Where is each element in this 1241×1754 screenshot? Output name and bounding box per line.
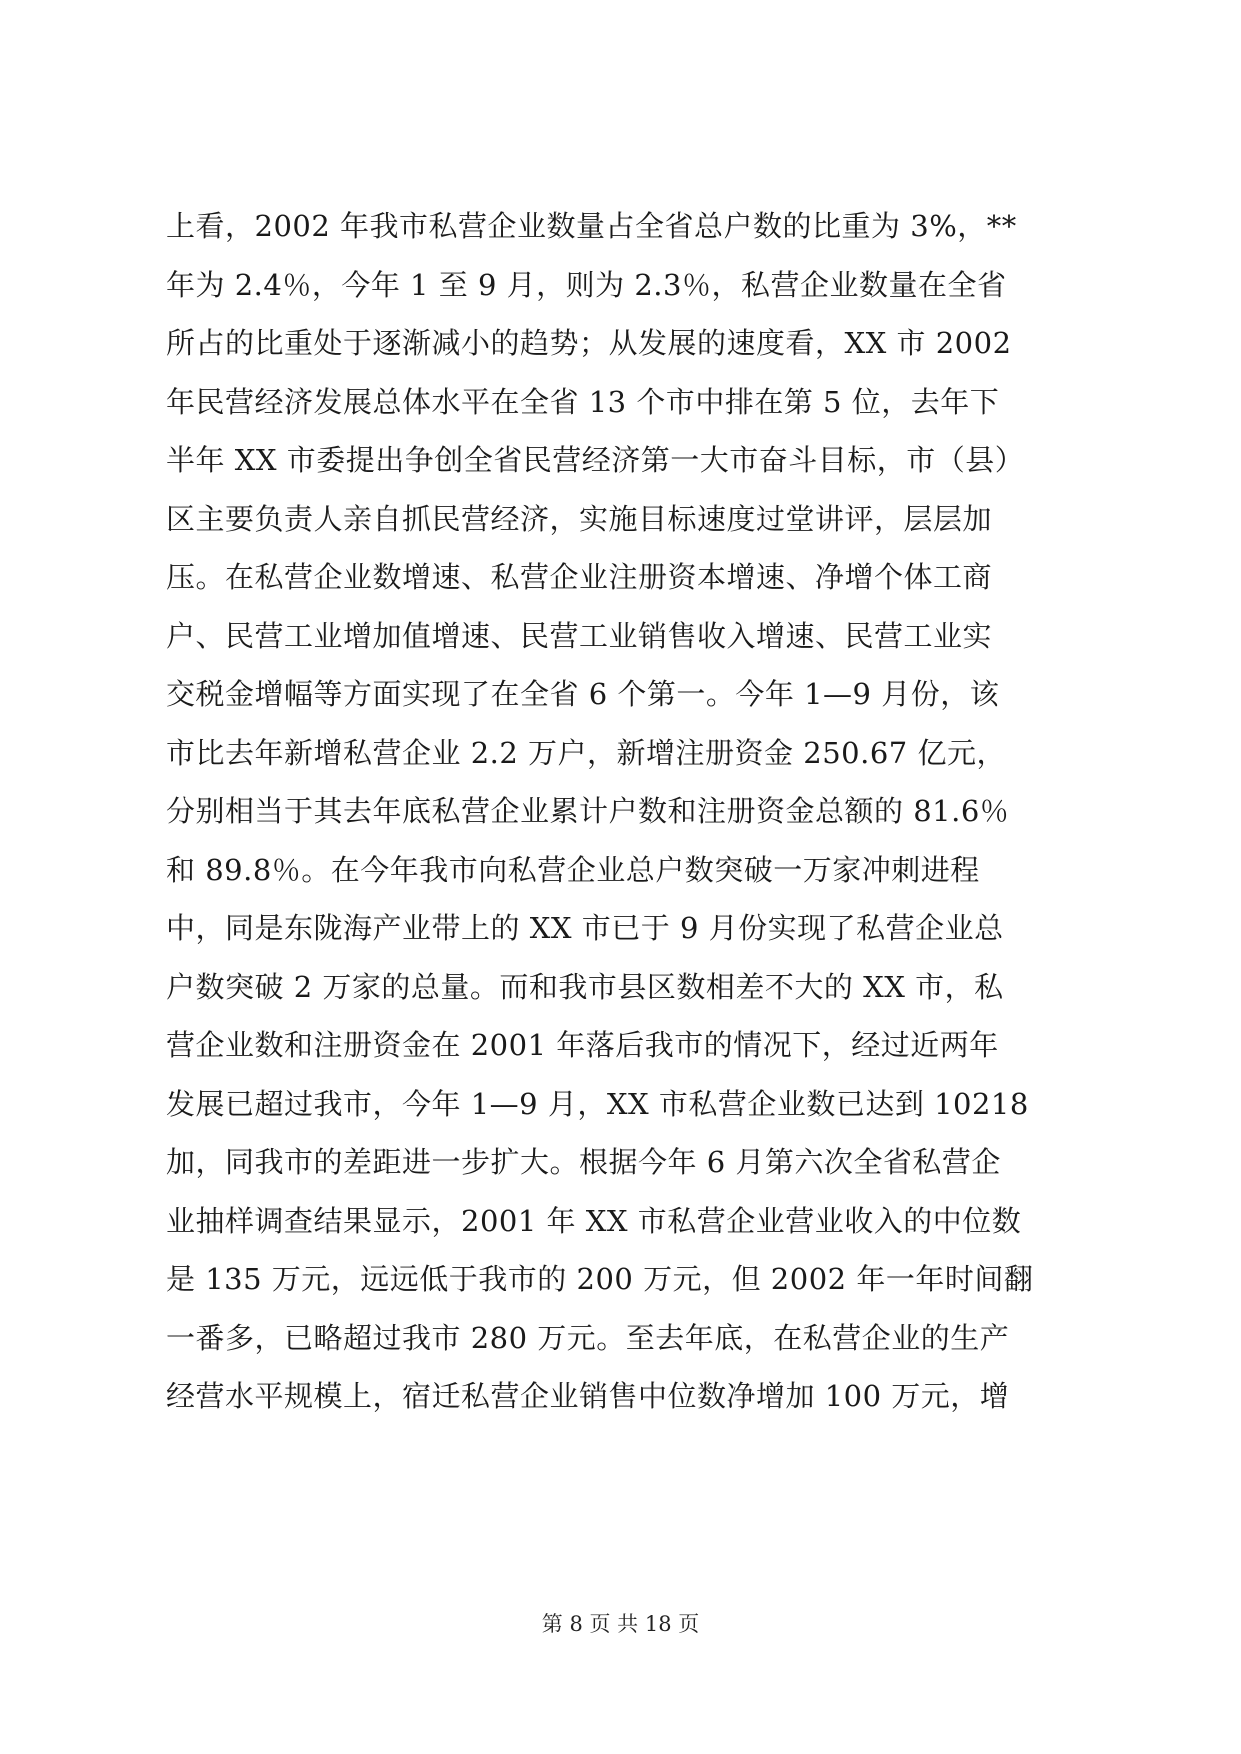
text-line: 交税金增幅等方面实现了在全省 6 个第一。今年 1—9 月份，该 [166,677,1000,711]
text-line: 营企业数和注册资金在 2001 年落后我市的情况下，经过近两年 [166,1028,999,1062]
text-line: 加，同我市的差距进一步扩大。根据今年 6 月第六次全省私营企 [166,1145,1001,1179]
text-line: 和 89.8％。在今年我市向私营企业总户数突破一万家冲刺进程 [166,852,980,887]
text-line: 中，同是东陇海产业带上的 XX 市已于 9 月份实现了私营企业总 [166,911,1004,945]
text-line: 分别相当于其去年底私营企业累计户数和注册资金总额的 81.6％ [166,794,1010,828]
text-line: 压。在私营企业数增速、私营企业注册资本增速、净增个体工商 [166,560,993,594]
page-number-footer: 第 8 页 共 18 页 [541,1612,700,1636]
text-line: 市比去年新增私营企业 2.2 万户，新增注册资金 250.67 亿元， [166,735,1006,770]
text-line: 一番多，已略超过我市 280 万元。至去年底，在私营企业的生产 [166,1320,1010,1355]
text-line: 发展已超过我市，今年 1—9 月，XX 市私营企业数已达到 10218 [166,1086,1029,1121]
text-line: 上看，2002 年我市私营企业数量占全省总户数的比重为 3%，** [166,209,1017,243]
text-line: 年民营经济发展总体水平在全省 13 个市中排在第 5 位，去年下 [166,384,1000,419]
text-line: 所占的比重处于逐渐减小的趋势；从发展的速度看，XX 市 2002 [166,326,1012,360]
text-line: 年为 2.4％，今年 1 至 9 月，则为 2.3％，私营企业数量在全省 [166,267,1007,302]
text-line: 经营水平规模上，宿迁私营企业销售中位数净增加 100 万元，增 [166,1379,1010,1413]
text-line: 是 135 万元，远远低于我市的 200 万元，但 2002 年一年时间翻 [166,1262,1034,1296]
text-line: 户数突破 2 万家的总量。而和我市县区数相差不大的 XX 市，私 [166,969,1004,1004]
text-line: 户、民营工业增加值增速、民营工业销售收入增速、民营工业实 [166,618,993,653]
body-text [166,197,1106,1426]
text-line: 区主要负责人亲自抓民营经济，实施目标速度过堂讲评，层层加 [166,501,993,536]
text-line: 半年 XX 市委提出争创全省民营经济第一大市奋斗目标，市（县） [166,443,1025,477]
text-line: 业抽样调查结果显示，2001 年 XX 市私营企业营业收入的中位数 [166,1203,1022,1238]
